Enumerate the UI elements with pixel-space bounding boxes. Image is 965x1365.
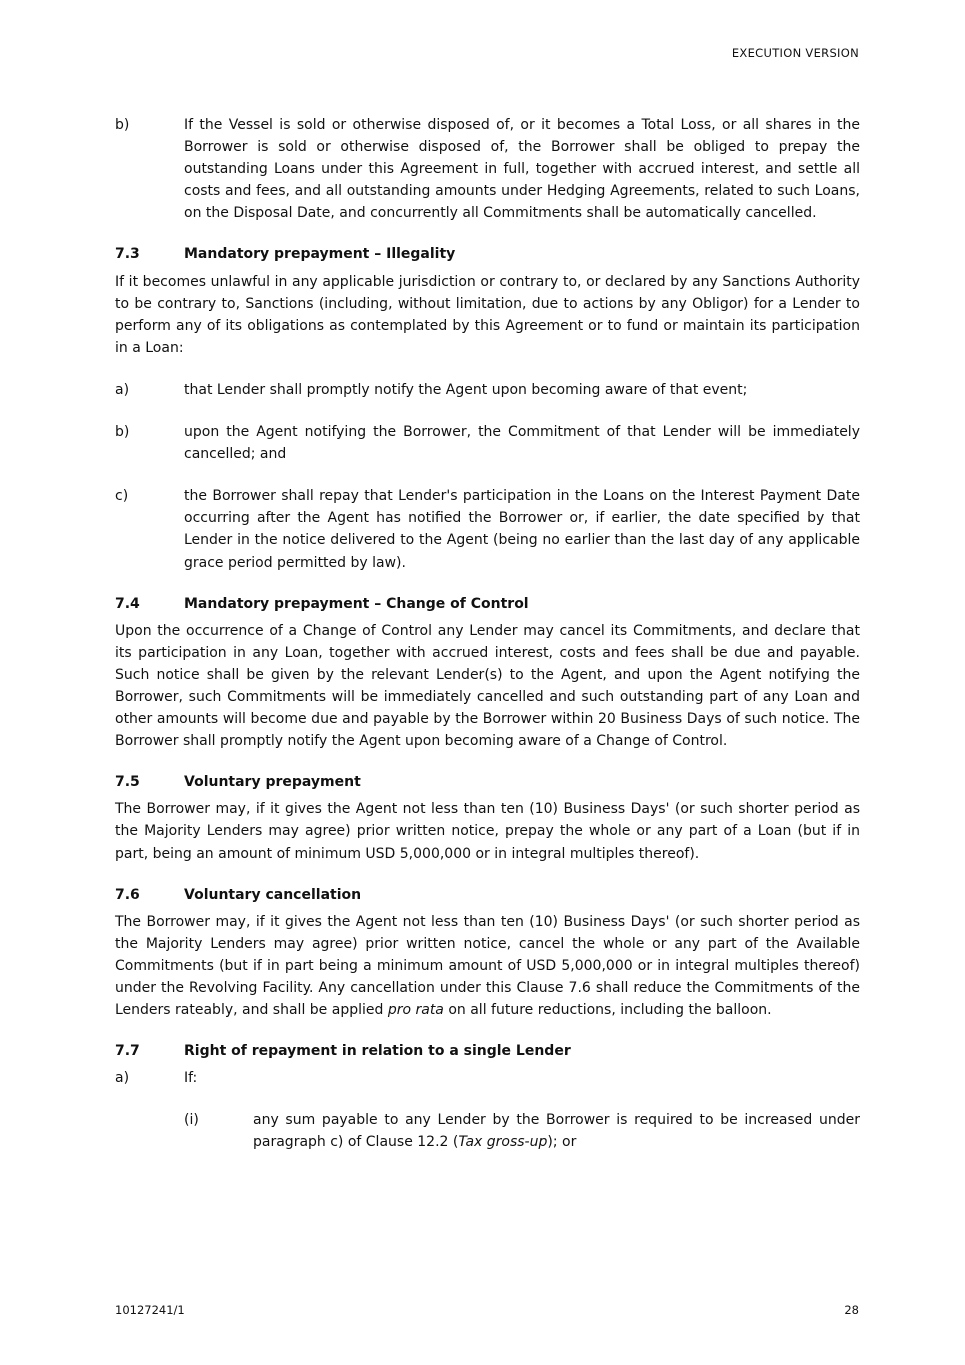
section-title: Mandatory prepayment – Change of Control: [184, 595, 529, 612]
section-title: Voluntary cancellation: [184, 886, 362, 903]
list-item: [115, 114, 860, 224]
list-item-label: b): [115, 424, 130, 441]
page-number: 28: [844, 1303, 859, 1317]
list-item-label: b): [115, 117, 130, 133]
section-number: 7.6: [115, 886, 140, 903]
list-item-text: If:: [184, 1070, 198, 1087]
list-item: [115, 379, 860, 401]
section-number: 7.3: [115, 246, 140, 263]
section-number: 7.7: [115, 1043, 140, 1060]
sub-list-item-label: (i): [184, 1112, 199, 1129]
section-heading-7-6: [115, 884, 860, 906]
document-version-label: EXECUTION VERSION: [731, 46, 859, 60]
body-text-italic: Tax gross-up: [458, 1134, 548, 1151]
document-reference: 10127241/1: [115, 1303, 185, 1317]
list-item-text: the Borrower shall repay that Lender's participation in the Loans on the Interest Payment Date occurring after the Agent has notified the Borrower or, if earlier, the date specified by that Lender in the notice delivered to the Agent (being no earlier than the last day of any applicable grace period permitted by law).: [184, 488, 860, 571]
section-title: Mandatory prepayment – Illegality: [184, 246, 456, 263]
section-body: The Borrower may, if it gives the Agent not less than ten (10) Business Days' (or such shorter period as the Majority Lenders may agree) prior written notice, prepay the whole or any part of a Loan (but if in part, being an amount of minimum USD 5,000,000 or in integral multiples thereof).: [115, 801, 860, 862]
section-heading-7-5: [115, 771, 860, 793]
section-intro: If it becomes unlawful in any applicable jurisdiction or contrary to, or declared by any Sanctions Authority to be contrary to, Sanctions (including, without limitation, due to actions by any Obligor) for a Lender to perform any of its obligations as contemplated by this Agreement or to fund or maintain its participation in a Loan:: [115, 273, 860, 356]
list-item-text: If the Vessel is sold or otherwise disposed of, or it becomes a Total Loss, or all shares in the Borrower is sold or otherwise disposed of, the Borrower shall be obliged to prepay the outstanding Loans under this Agreement in full, together with accrued interest, and settle all costs and fees, and all outstanding amounts under Hedging Agreements, related to such Loans, on the Disposal Date, and concurrently all Commitments shall be automatically cancelled.: [184, 117, 860, 222]
body-text: ); or: [547, 1134, 577, 1151]
section-heading-7-4: [115, 593, 860, 615]
list-item: [115, 485, 860, 573]
section-number: 7.5: [115, 774, 140, 791]
body-text: The Borrower may, if it gives the Agent not less than ten (10) Business Days' (or such shorter period as the Majority Lenders may agree) prior written notice, cancel the whole or any part of the Available Commitments (but if in part being a minimum amount of USD 5,000,000 or in integral multiples thereof) under the Revolving Facility. Any cancellation under this Clause 7.6 shall reduce the Commitments of the Lenders rateably, and shall be applied: [115, 913, 860, 1019]
section-number: 7.4: [115, 595, 140, 612]
section-heading-7-7: [115, 1040, 860, 1062]
body-text: on all future reductions, including the balloon.: [443, 1002, 772, 1019]
document-body: [115, 114, 860, 1154]
sub-list-item-text: [253, 1109, 860, 1153]
list-item: [115, 421, 860, 465]
body-text-italic: pro rata: [387, 1002, 444, 1019]
sub-list-item: [184, 1109, 860, 1153]
list-item-text: upon the Agent notifying the Borrower, the Commitment of that Lender will be immediately cancelled; and: [184, 424, 860, 463]
list-item-label: a): [115, 1070, 130, 1087]
section-title: Voluntary prepayment: [184, 774, 361, 791]
list-item-text: that Lender shall promptly notify the Agent upon becoming aware of that event;: [184, 381, 748, 398]
section-title: Right of repayment in relation to a single Lender: [184, 1043, 571, 1060]
section-body: Upon the occurrence of a Change of Control any Lender may cancel its Commitments, and declare that its participation in any Loan, together with accrued interest, costs and fees shall be due and payable. Such notice shall be given by the relevant Lender(s) to the Agent, and upon the Agent notifying the Borrower, such Commitments will be immediately cancelled and such outstanding part of any Loan and other amounts will become due and payable by the Borrower within 20 Business Days of such notice. The Borrower shall promptly notify the Agent upon becoming aware of a Change of Control.: [115, 622, 860, 750]
list-item-label: a): [115, 381, 130, 398]
section-body: [115, 911, 860, 1021]
section-heading-7-3: [115, 243, 860, 265]
body-text: any sum payable to any Lender by the Borrower is required to be increased under paragraph c) of Clause 12.2 (: [253, 1112, 860, 1151]
list-item-label: c): [115, 488, 129, 505]
list-item: [115, 1067, 860, 1089]
